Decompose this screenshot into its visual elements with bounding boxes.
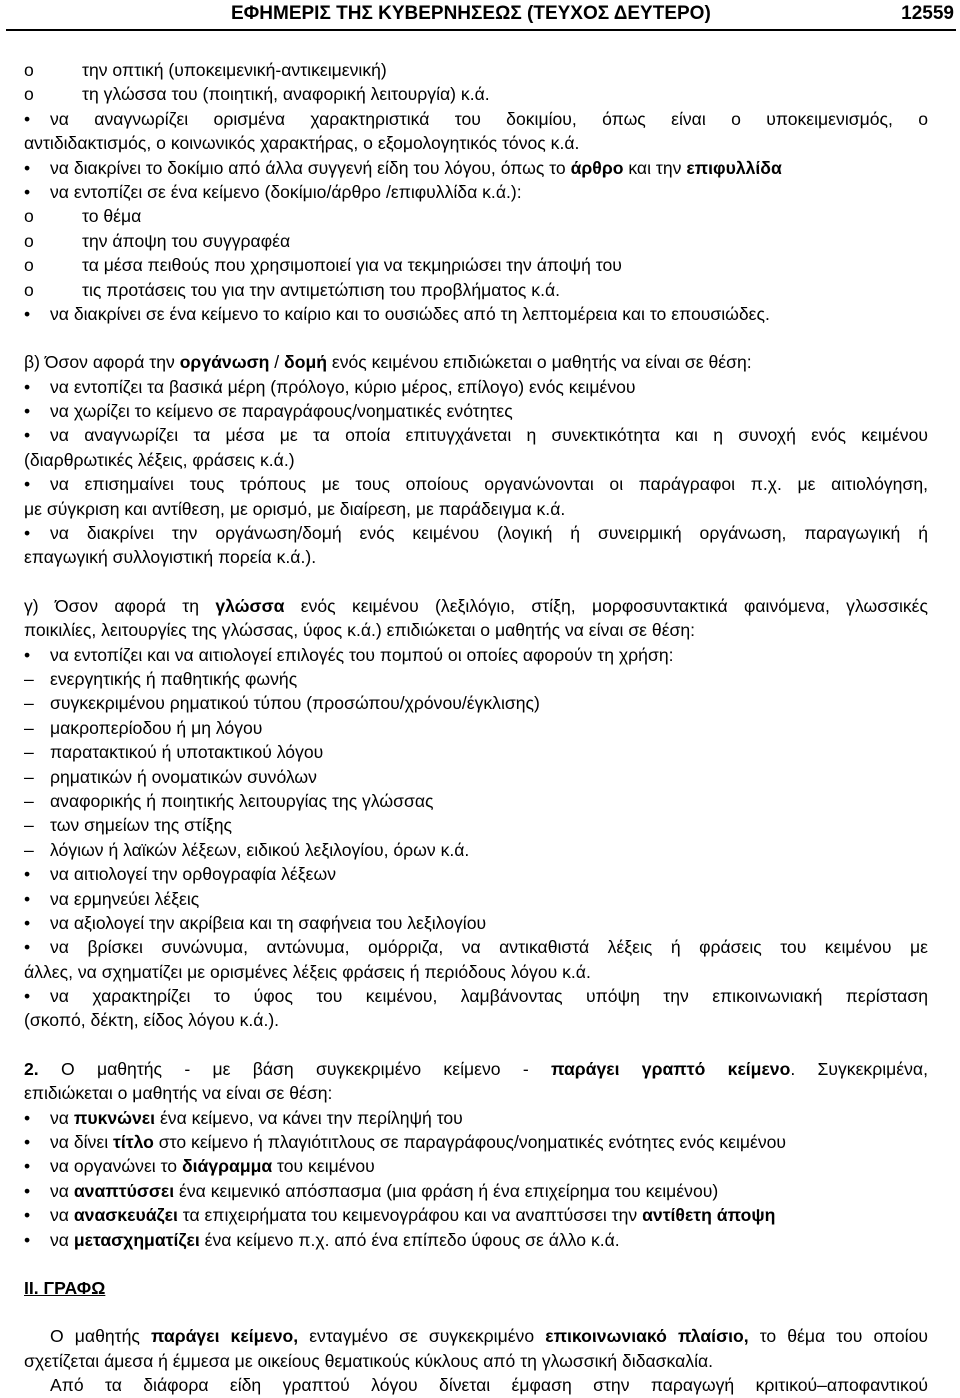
dash-item: – μακροπερίοδου ή μη λόγου — [24, 716, 928, 740]
bullet-marker: • — [24, 937, 31, 958]
bullet-marker: • — [24, 1156, 31, 1177]
list-item: • να χαρακτηρίζει το ύφος του κειμένου, λαμβάνοντας υπόψη την επικοινωνιακή περίσταση — [24, 984, 928, 1008]
bullet-marker: • — [24, 474, 31, 495]
header-rule — [6, 29, 956, 31]
list-item: • να αναγνωρίζει τα μέσα με τα οποία επιτυγχάνεται η συνεκτικότητα και η συνοχή ενός κειμένου — [24, 423, 928, 447]
bullet-marker: • — [24, 888, 31, 909]
list-item: • να οργανώνει το διάγραμμα του κειμένου — [24, 1154, 928, 1178]
dash-item: – παρατακτικού ή υποτακτικού λόγου — [24, 740, 928, 764]
list-item: • να εντοπίζει και να αιτιολογεί επιλογές του πομπού οι οποίες αφορούν τη χρήση: — [24, 643, 928, 667]
gazette-title: ΕΦΗΜΕΡΙΣ ΤΗΣ ΚΥΒΕΡΝΗΣΕΩΣ (ΤΕΥΧΟΣ ΔΕΥΤΕΡΟ) — [231, 3, 711, 24]
bullet-marker: • — [24, 401, 31, 422]
dash-marker: – — [24, 693, 34, 714]
bullet-marker: • — [24, 864, 31, 885]
circle-marker: o — [24, 255, 34, 276]
bullet-marker: • — [24, 157, 31, 178]
dash-marker: – — [24, 717, 34, 738]
list-item: • να εντοπίζει τα βασικά μέρη (πρόλογο, κύριο μέρος, επίλογο) ενός κειμένου — [24, 375, 928, 399]
dash-marker: – — [24, 668, 34, 689]
bullet-marker: • — [24, 1180, 31, 1201]
dash-marker: – — [24, 790, 34, 811]
paragraph-line: Ο μαθητής παράγει κείμενο, ενταγμένο σε συγκεκριμένο επικοινωνιακό πλαίσιο, το θέμα του οποίου — [50, 1326, 928, 1347]
circle-marker: o — [24, 84, 34, 105]
bullet-marker: • — [24, 1205, 31, 1226]
circle-marker: o — [24, 60, 34, 80]
section-intro-gamma-cont: ποικιλίες, λειτουργίες της γλώσσας, ύφος κ.ά.) επιδιώκεται ο μαθητής να είναι σε θέση: — [24, 620, 696, 641]
list-item: o την οπτική (υποκειμενική-αντικειμενική) — [24, 58, 928, 82]
section-two-intro: 2. Ο μαθητής - με βάση συγκεκριμένο κείμενο - παράγει γραπτό κείμενο. Συγκεκριμένα, — [24, 1058, 928, 1079]
bullet-marker: • — [24, 108, 31, 129]
dash-marker: – — [24, 742, 34, 763]
paragraph-line: σχετίζεται άμεσα ή έμμεσα με οικείους θεματικούς κύκλους από τη γλωσσική διδασκαλία. — [24, 1350, 714, 1371]
bullet-marker: • — [24, 644, 31, 665]
dash-item: – ρηματικών ή ονοματικών συνόλων — [24, 765, 928, 789]
dash-item: – των σημείων της στίξης — [24, 813, 928, 837]
list-item: • να εντοπίζει σε ένα κείμενο (δοκίμιο/άρθρο /επιφυλλίδα κ.ά.): — [24, 180, 928, 204]
list-item: • να ερμηνεύει λέξεις — [24, 887, 928, 911]
list-item-continuation: με σύγκριση και αντίθεση, με ορισμό, με διαίρεση, με παράδειγμα κ.ά. — [24, 498, 566, 519]
list-item-continuation: αντιδιδακτισμός, ο κοινωνικός χαρακτήρας, ο εξομολογητικός τόνος κ.ά. — [24, 133, 580, 154]
list-item: • να διακρίνει το δοκίμιο από άλλα συγγενή είδη του λόγου, όπως το άρθρο και την επιφυλλίδα — [24, 156, 928, 180]
list-item: o τις προτάσεις του για την αντιμετώπιση του προβλήματος κ.ά. — [24, 278, 928, 302]
list-item: • να αξιολογεί την ακρίβεια και τη σαφήνεια του λεξιλογίου — [24, 911, 928, 935]
dash-marker: – — [24, 839, 34, 860]
circle-marker: o — [24, 230, 34, 251]
dash-item: – ενεργητικής ή παθητικής φωνής — [24, 667, 928, 691]
document-body — [24, 58, 928, 1398]
dash-item: – λόγιων ή λαϊκών λέξεων, ειδικού λεξιλογίου, όρων κ.ά. — [24, 838, 928, 862]
list-item: • να μετασχηματίζει ένα κείμενο π.χ. από ένα επίπεδο ύφους σε άλλο κ.ά. — [24, 1228, 928, 1252]
circle-marker: o — [24, 279, 34, 300]
list-item: o την άποψη του συγγραφέα — [24, 229, 928, 253]
bullet-marker: • — [24, 986, 31, 1007]
list-item: • να δίνει τίτλο στο κείμενο ή πλαγιότιτλους σε παραγράφους/νοηματικές ενότητες ενός κειμένου — [24, 1130, 928, 1154]
circle-marker: o — [24, 206, 34, 227]
bullet-marker: • — [24, 425, 31, 446]
section-heading: ΙΙ. ΓΡΑΦΩ — [24, 1277, 106, 1298]
dash-item: – αναφορικής ή ποιητικής λειτουργίας της γλώσσας — [24, 789, 928, 813]
list-item: • να πυκνώνει ένα κείμενο, να κάνει την περίληψή του — [24, 1106, 928, 1130]
list-item: • να διακρίνει την οργάνωση/δομή ενός κειμένου (λογική ή συνειρμική οργάνωση, παραγωγική ή — [24, 521, 928, 545]
page-number: 12559 — [901, 3, 954, 24]
list-item: o το θέμα — [24, 204, 928, 228]
list-item-continuation: (διαρθρωτικές λέξεις, φράσεις κ.ά.) — [24, 449, 295, 470]
bullet-marker: • — [24, 912, 31, 933]
bullet-marker: • — [24, 523, 31, 544]
section-two-intro-cont: επιδιώκεται ο μαθητής να είναι σε θέση: — [24, 1083, 333, 1104]
list-item: • να βρίσκει συνώνυμα, αντώνυμα, ομόρριζα, να αντικαθιστά λέξεις ή φράσεις του κειμένου με — [24, 935, 928, 959]
list-item: • να ανασκευάζει τα επιχειρήματα του κειμενογράφου και να αναπτύσσει την αντίθετη άποψη — [24, 1203, 928, 1227]
list-item: • να αναγνωρίζει ορισμένα χαρακτηριστικά του δοκιμίου, όπως είναι ο υποκειμενισμός, ο — [24, 107, 928, 131]
bullet-marker: • — [24, 1229, 31, 1250]
list-item-continuation: άλλες, να σχηματίζει με ορισμένες λέξεις φράσεις ή περιόδους λόγου κ.ά. — [24, 961, 591, 982]
list-item: • να αναπτύσσει ένα κειμενικό απόσπασμα (μια φράση ή ένα επιχείρημα του κειμένου) — [24, 1179, 928, 1203]
list-item: • να επισημαίνει τους τρόπους με τους οποίους οργανώνονται οι παράγραφοι π.χ. με αιτιολόγηση, — [24, 472, 928, 496]
bullet-marker: • — [24, 303, 31, 324]
list-item: o τα μέσα πειθούς που χρησιμοποιεί για να τεκμηριώσει την άποψή του — [24, 253, 928, 277]
bullet-marker: • — [24, 376, 31, 397]
list-item-continuation: (σκοπό, δέκτη, είδος λόγου κ.ά.). — [24, 1010, 280, 1031]
section-intro-beta: β) Όσον αφορά την οργάνωση / δομή ενός κειμένου επιδιώκεται ο μαθητής να είναι σε θέση: — [24, 352, 752, 373]
list-item: • να αιτιολογεί την ορθογραφία λέξεων — [24, 862, 928, 886]
section-intro-gamma: γ) Όσον αφορά τη γλώσσα ενός κειμένου (λεξιλόγιο, στίξη, μορφοσυντακτικά φαινόμενα, γλωσσικές — [24, 595, 928, 616]
list-item: o τη γλώσσα του (ποιητική, αναφορική λειτουργία) κ.ά. — [24, 82, 928, 106]
page-header — [0, 0, 960, 32]
bullet-marker: • — [24, 1132, 31, 1153]
dash-marker: – — [24, 766, 34, 787]
list-item: • να διακρίνει σε ένα κείμενο το καίριο και το ουσιώδες από τη λεπτομέρεια και το επουσιώδες. — [24, 302, 928, 326]
paragraph-line: Από τα διάφορα είδη γραπτού λόγου δίνεται έμφαση στην παραγωγή κριτικού–αποφαντικού — [50, 1375, 928, 1396]
bullet-marker: • — [24, 1107, 31, 1128]
list-item: • να χωρίζει το κείμενο σε παραγράφους/νοηματικές ενότητες — [24, 399, 928, 423]
dash-item: – συγκεκριμένου ρηματικού τύπου (προσώπου/χρόνου/έγκλισης) — [24, 691, 928, 715]
dash-marker: – — [24, 815, 34, 836]
list-item-continuation: επαγωγική συλλογιστική πορεία κ.ά.). — [24, 547, 317, 568]
bullet-marker: • — [24, 181, 31, 202]
